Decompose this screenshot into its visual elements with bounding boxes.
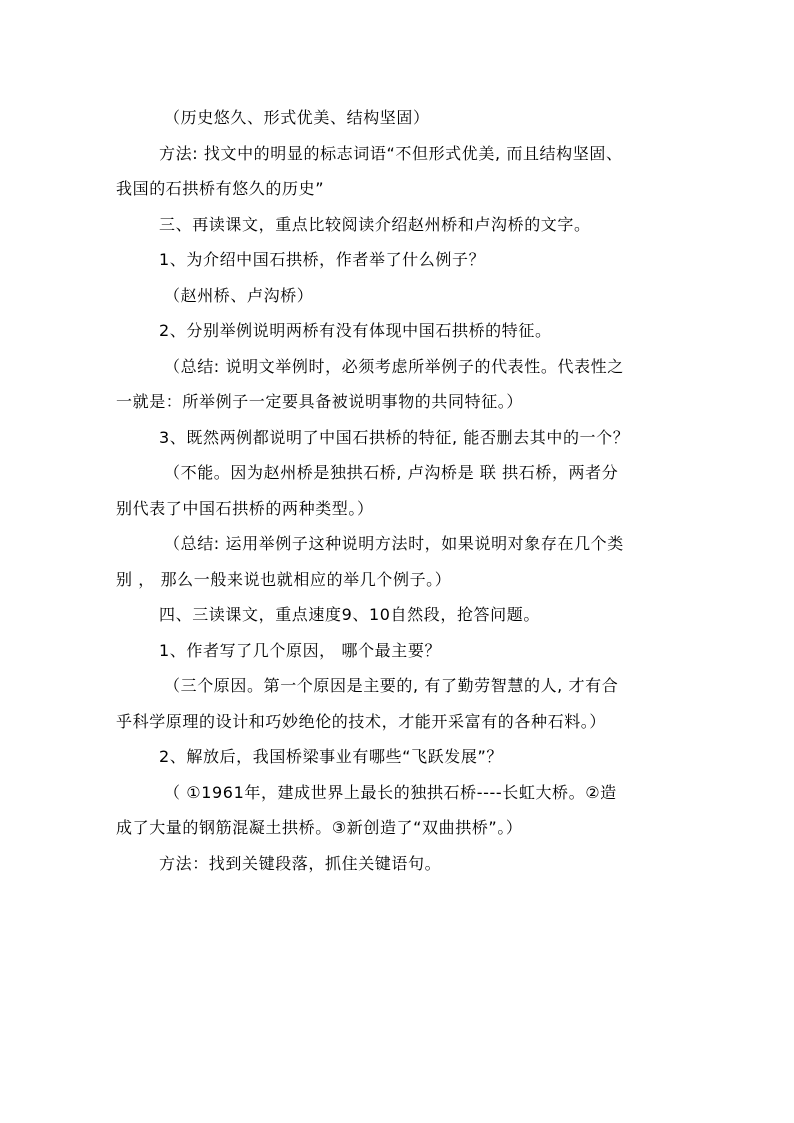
text-line: 方法: 找文中的明显的标志词语“不但形式优美, 而且结构坚固、 — [159, 143, 623, 163]
summary-line: 一就是：所举例子一定要具备被说明事物的共同特征。） — [116, 392, 524, 411]
question-line: 3、既然两例都说明了中国石拱桥的特征, 能否删去其中的一个？ — [159, 427, 630, 447]
summary-line: 别 ， 那么一般来说也就相应的举几个例子。） — [116, 569, 452, 589]
summary-line: （总结: 说明文举例时，必须考虑所举例子的代表性。代表性之 — [164, 356, 624, 376]
method-line: 方法：找到关键段落，抓住关键语句。 — [159, 853, 442, 873]
answer-line: （三个原因。第一个原因是主要的, 有了勤劳智慧的人, 才有合 — [164, 676, 619, 695]
question-line: 2、分别举例说明两桥有没有体现中国石拱桥的特征。 — [159, 321, 552, 340]
question-line: 1、为介绍中国石拱桥，作者举了什么例子？ — [159, 250, 486, 269]
answer-line: 乎科学原理的设计和巧妙绝伦的技术，才能开采富有的各种石料。） — [116, 711, 607, 731]
answer-line: 成了大量的钢筋混凝土拱桥。③新创造了“双曲拱桥”。） — [116, 818, 523, 837]
answer-line: 别代表了中国石拱桥的两种类型。） — [116, 498, 374, 518]
answer-line: （赵州桥、卢沟桥） — [164, 285, 314, 305]
answer-line: （不能。因为赵州桥是独拱石桥, 卢沟桥是 联 拱石桥，两者分 — [164, 463, 619, 482]
document-body — [116, 100, 681, 881]
text-line: 我国的石拱桥有悠久的历史” — [116, 179, 325, 198]
answer-line: （ ①1961年，建成世界上最长的独拱石桥----长虹大桥。②造 — [164, 782, 617, 802]
text-line: （历史悠久、形式优美、结构坚固） — [164, 108, 430, 127]
summary-line: （总结: 运用举例子这种说明方法时，如果说明对象存在几个类 — [164, 534, 624, 553]
section-heading: 三、再读课文，重点比较阅读介绍赵州桥和卢沟桥的文字。 — [159, 214, 591, 234]
question-line: 1、作者写了几个原因， 哪个最主要？ — [159, 640, 442, 660]
section-heading: 四、三读课文，重点速度9、10自然段，抢答问题。 — [159, 605, 540, 624]
question-line: 2、解放后，我国桥梁事业有哪些“飞跃发展”？ — [159, 747, 503, 766]
